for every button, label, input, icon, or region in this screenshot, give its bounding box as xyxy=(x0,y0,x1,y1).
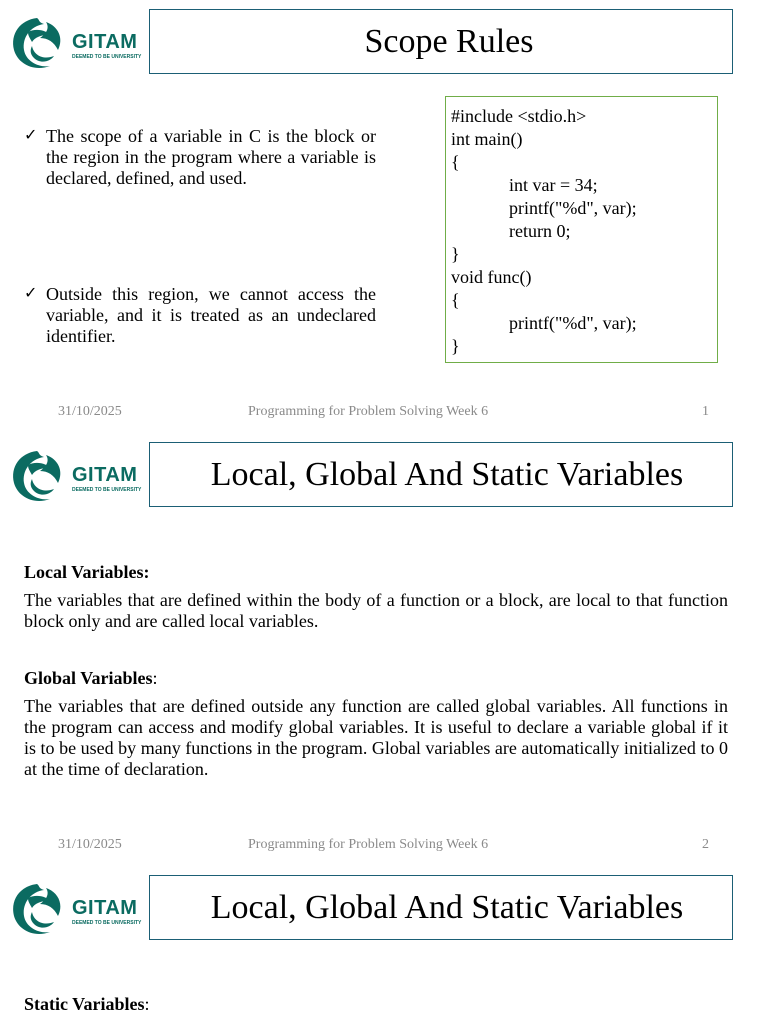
gitam-emblem-icon xyxy=(6,12,68,74)
bullet-item xyxy=(24,126,376,189)
slide-2 xyxy=(0,433,768,866)
code-line: void func() xyxy=(451,267,532,287)
code-line: } xyxy=(451,244,460,264)
slide-title: Local, Global And Static Variables xyxy=(210,455,684,493)
gitam-logo xyxy=(6,445,142,509)
bullet-list xyxy=(24,126,376,347)
code-line: return 0; xyxy=(509,221,571,241)
bullet-item xyxy=(24,284,376,347)
logo-subtext: DEEMED TO BE UNIVERSITY xyxy=(72,487,142,493)
code-line: int var = 34; xyxy=(509,175,598,195)
slide-3 xyxy=(0,866,768,1024)
code-line: int main() xyxy=(451,129,523,149)
logo-subtext: DEEMED TO BE UNIVERSITY xyxy=(72,54,142,60)
checkmark-icon: ✓ xyxy=(24,125,38,144)
gitam-emblem-icon xyxy=(6,445,68,507)
footer-course: Programming for Problem Solving Week 6 xyxy=(248,837,489,852)
code-block xyxy=(445,96,718,363)
footer-date: 31/10/2025 xyxy=(58,404,122,419)
slide-title-box xyxy=(149,875,733,940)
static-variables-heading: Static Variables xyxy=(24,994,145,1014)
static-variables-heading-row xyxy=(24,994,728,1015)
heading-colon: : xyxy=(144,994,150,1014)
slide-title: Scope Rules xyxy=(364,22,534,60)
bullet-text: The scope of a variable in C is the block or the region in the program where a variable is declared, defined, and used. xyxy=(46,126,376,188)
code-line: printf("%d", var); xyxy=(509,198,637,218)
heading-colon: : xyxy=(152,668,158,688)
static-variables-section xyxy=(24,994,728,1015)
logo-subtext: DEEMED TO BE UNIVERSITY xyxy=(72,920,142,926)
global-variables-heading: Global Variables xyxy=(24,668,153,688)
local-variables-section xyxy=(24,562,728,632)
slide-title-box xyxy=(149,9,733,74)
slide-footer xyxy=(0,837,768,853)
gitam-logo xyxy=(6,12,142,76)
local-variables-text: The variables that are defined within the body of a function or a block, are local to that function block only and are called local variables. xyxy=(24,590,728,631)
slide-1 xyxy=(0,0,768,433)
global-variables-text: The variables that are defined outside any function are called global variables. All functions in the program can access and modify global variables. It is useful to declare a variable global if it is to be used by many functions in the program. Global variables are automatically initialized to 0 at the time of declaration. xyxy=(24,696,728,779)
bullet-text: Outside this region, we cannot access the variable, and it is treated as an undeclared identifier. xyxy=(46,284,376,346)
logo-wordmark: GITAM xyxy=(72,897,138,919)
footer-date: 31/10/2025 xyxy=(58,837,122,852)
gitam-emblem-icon xyxy=(6,878,68,940)
code-line: } xyxy=(451,336,460,356)
gitam-logo xyxy=(6,878,142,942)
checkmark-icon: ✓ xyxy=(24,283,38,302)
slide-title-box xyxy=(149,442,733,507)
footer-course: Programming for Problem Solving Week 6 xyxy=(248,404,489,419)
code-line: { xyxy=(451,152,460,172)
slide-title: Local, Global And Static Variables xyxy=(210,888,684,926)
local-variables-heading: Local Variables: xyxy=(24,562,150,582)
code-line: { xyxy=(451,290,460,310)
page-number: 1 xyxy=(702,404,709,419)
logo-wordmark: GITAM xyxy=(72,464,138,486)
code-line: #include <stdio.h> xyxy=(451,106,587,126)
global-variables-section xyxy=(24,668,728,780)
slide-footer xyxy=(0,404,768,420)
page-number: 2 xyxy=(702,837,709,852)
logo-wordmark: GITAM xyxy=(72,31,138,53)
code-line: printf("%d", var); xyxy=(509,313,637,333)
global-variables-heading-row xyxy=(24,668,728,689)
